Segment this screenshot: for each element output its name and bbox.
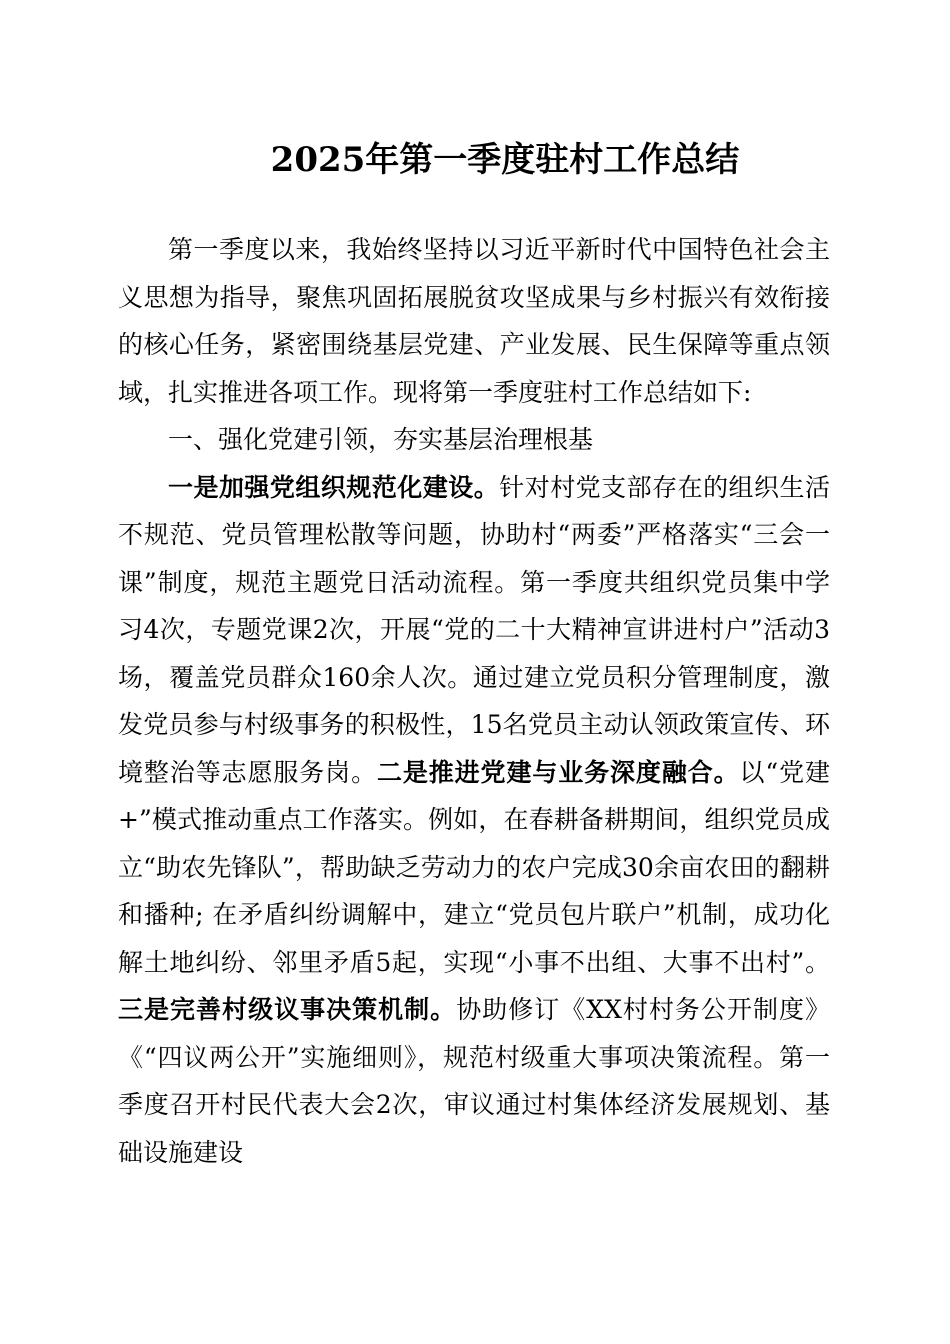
document-body bbox=[118, 226, 830, 1176]
point-one-lead: 一是加强党组织规范化建设。 bbox=[168, 472, 500, 502]
intro-paragraph: 第一季度以来，我始终坚持以习近平新时代中国特色社会主义思想为指导，聚焦巩固拓展脱贫攻坚成果与乡村振兴有效衔接的核心任务，紧密围绕基层党建、产业发展、民生保障等重点领域，扎实推进各项工作。现将第一季度驻村工作总结如下: bbox=[118, 235, 830, 407]
point-three-text: 协助修订《XX村村务公开制度》《“四议两公开”实施细则》，规范村级重大事项决策流程。第一季度召开村民代表大会2次，审议通过村集体经济发展规划、基础设施建设 bbox=[118, 995, 830, 1167]
section-heading: 一、强化党建引领，夯实基层治理根基 bbox=[168, 425, 594, 454]
point-one-text: 针对村党支部存在的组织生活不规范、党员管理松散等问题，协助村“两委”严格落实“三会一课”制度，规范主题党日活动流程。第一季度共组织党员集中学习4次，专题党课2次，开展“党的二十大精神宣讲进村户”活动3场，覆盖党员群众160余人次。通过建立党员积分管理制度，激发党员参与村级事务的积极性，15名党员主动认领政策宣传、环境整治等志愿服务岗。 bbox=[118, 472, 830, 787]
point-two-text: 以“党建+”模式推动重点工作落实。例如，在春耕备耕期间，组织党员成立“助农先锋队”，帮助缺乏劳动力的农户完成30余亩农田的翻耕和播种; 在矛盾纠纷调解中，建立“党员包片联户”机制，成功化解土地纠纷、邻里矛盾5起，实现“小事不出组、大事不出村”。 bbox=[118, 757, 830, 977]
point-two-lead: 二是推进党建与业务深度融合。 bbox=[376, 757, 740, 787]
document-title: 2025年第一季度驻村工作总结 bbox=[270, 140, 740, 180]
point-three-lead: 三是完善村级议事决策机制。 bbox=[118, 995, 457, 1024]
section-paragraph bbox=[118, 464, 830, 1177]
